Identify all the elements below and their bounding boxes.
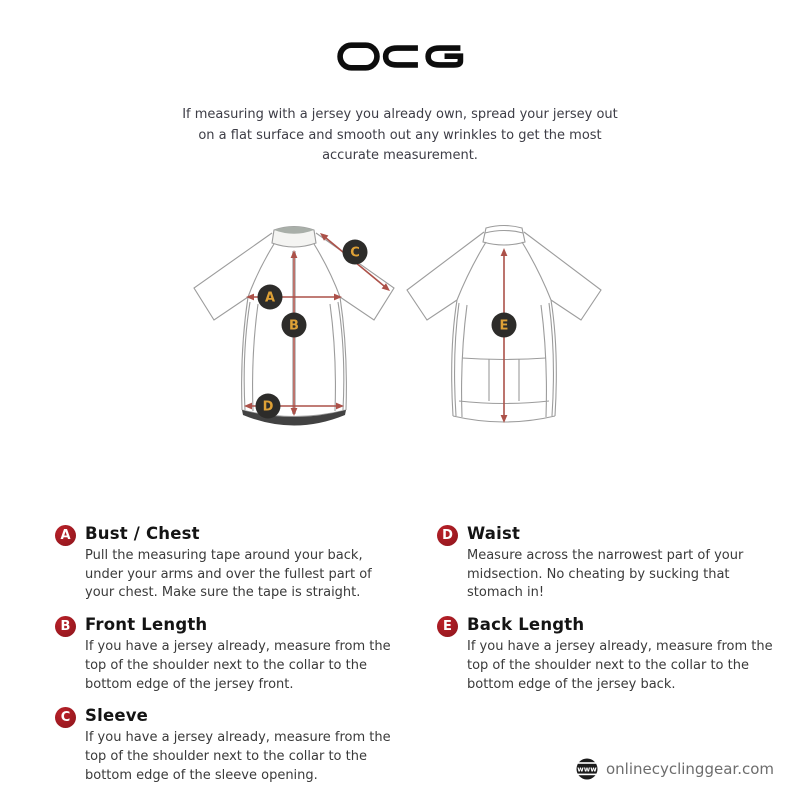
legend-item-back-length — [437, 615, 775, 694]
legend-description-sleeve: If you have a jersey already, measure from the top of the shoulder next to the collar to the bottom edge of the sleeve opening. — [85, 730, 391, 783]
globe-icon-text: www — [577, 765, 597, 774]
legend-title-bust-chest: Bust / Chest — [85, 524, 200, 543]
ocg-logo-icon — [336, 40, 464, 73]
legend-item-front-length — [55, 615, 437, 694]
front-jersey-diagram — [184, 220, 404, 435]
legend-badge-d: D — [437, 525, 458, 546]
legend-description-back-length: If you have a jersey already, measure from the top of the shoulder next to the collar to the bottom edge of the jersey back. — [467, 639, 773, 692]
legend-text-c — [85, 706, 393, 785]
legend-badge-e: E — [437, 616, 458, 637]
legend-item-bust-chest — [55, 524, 437, 603]
legend-description-bust-chest: Pull the measuring tape around your back, under your arms and over the fullest part of your chest. Make sure the tape is straight. — [85, 548, 372, 601]
marker-e-letter: E — [499, 318, 509, 334]
intro-text: If measuring with a jersey you already own, spread your jersey out on a flat surface and smooth out any wrinkles to get the most accurate measurement. — [182, 107, 618, 164]
front-measure-markers — [256, 240, 368, 419]
legend-title-back-length: Back Length — [467, 615, 585, 635]
brand-logo — [336, 40, 464, 77]
legend-item-waist — [437, 524, 775, 603]
www-globe-icon — [575, 757, 599, 781]
front-measure-arrows — [244, 233, 390, 416]
marker-a-letter: A — [264, 290, 276, 306]
footer-branding — [575, 757, 774, 781]
legend-text-a — [85, 524, 393, 603]
back-measure-markers — [492, 313, 517, 338]
legend-badge-a: A — [55, 525, 76, 546]
legend-item-sleeve — [55, 706, 437, 785]
legend-title-front-length: Front Length — [85, 615, 208, 635]
marker-c-letter: C — [350, 245, 360, 261]
legend-title-waist: Waist — [467, 524, 521, 543]
footer-website: onlinecyclinggear.com — [605, 760, 774, 778]
legend-text-b — [85, 615, 393, 694]
legend-text-d — [467, 524, 775, 603]
legend-badge-b: B — [55, 616, 76, 637]
legend-description-front-length: If you have a jersey already, measure from the top of the shoulder next to the collar to the bottom edge of the jersey front. — [85, 639, 391, 692]
legend-badge-c: C — [55, 707, 76, 728]
legend-column-left — [55, 524, 437, 797]
back-jersey-diagram — [399, 220, 609, 435]
legend-description-waist: Measure across the narrowest part of your midsection. No cheating by sucking that stomach in! — [467, 548, 744, 601]
legend-title-sleeve: Sleeve — [85, 706, 149, 726]
legend-text-e — [467, 615, 775, 694]
marker-d-letter: D — [262, 399, 274, 415]
marker-b-letter: B — [289, 318, 299, 334]
